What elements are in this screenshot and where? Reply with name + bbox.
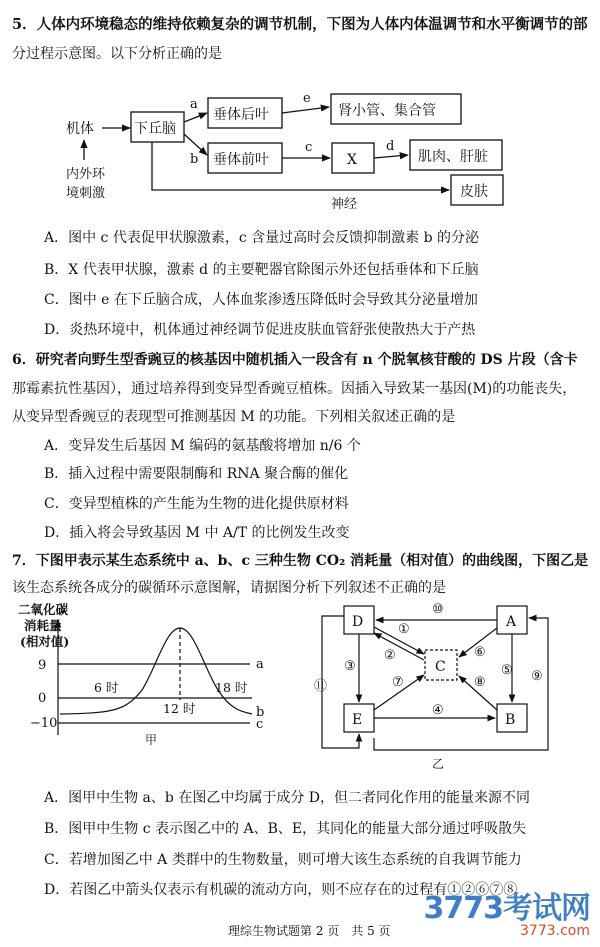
skin-label: 皮肤 <box>460 184 488 200</box>
q6-stem-line2: 那霉素抗性基因），通过培养得到变异型香豌豆植株。因插入导致某一基因(M)的功能丧失， <box>12 381 577 397</box>
tick-0: 0 <box>38 691 47 706</box>
svg-text:⑨: ⑨ <box>531 669 543 684</box>
cycle-caption: 乙 <box>432 757 445 771</box>
q6-option-d: D．插入将会导致基因 M 中 A/T 的比例发生改变 <box>44 525 350 541</box>
svg-text:⑥: ⑥ <box>474 645 486 660</box>
series-c-label: c <box>256 717 264 732</box>
graph-ylabel-3: (相对值) <box>20 634 70 649</box>
time-18: 18 时 <box>215 680 248 695</box>
series-b-label: b <box>256 705 265 720</box>
q5-option-a: A．图中 c 代表促甲状腺激素，c 含量过高时会反馈抑制激素 b 的分泌 <box>44 230 480 246</box>
q6-option-a: A．变异发生后基因 M 编码的氨基酸将增加 n/6 个 <box>44 438 361 454</box>
svg-text:②: ② <box>384 648 396 663</box>
q6-stem-line3: 从变异型香豌豆的表现型可推测基因 M 的功能。下列相关叙述正确的是 <box>12 409 456 425</box>
tick-9: 9 <box>38 658 47 673</box>
kidney-label: 肾小管、集合管 <box>338 103 436 119</box>
svg-text:C: C <box>435 659 446 675</box>
graph-caption: 甲 <box>145 733 158 747</box>
svg-text:③: ③ <box>344 659 356 674</box>
x-label: X <box>347 152 357 168</box>
q5-option-b: B．X 代表甲状腺，激素 d 的主要靶器官除图示外还包括垂体和下丘脑 <box>44 262 479 278</box>
q5-diagram <box>66 91 503 212</box>
svg-text:⑪: ⑪ <box>314 679 328 694</box>
page-footer: 理综生物试题第 2 页 共 5 页 <box>228 924 391 938</box>
svg-text:⑤: ⑤ <box>501 663 513 678</box>
series-b-curve <box>60 628 252 714</box>
label-e: e <box>303 91 311 106</box>
svg-text:①: ① <box>398 622 410 637</box>
q5-stem-line1: 5．人体内环境稳态的维持依赖复杂的调节机制，下图为人体内体温调节和水平衡调节的部 <box>12 16 588 33</box>
label-c: c <box>305 140 313 155</box>
svg-text:⑩: ⑩ <box>432 602 444 617</box>
watermark-logo <box>424 883 591 939</box>
svg-text:④: ④ <box>432 703 444 718</box>
nerve-label: 神经 <box>331 197 358 212</box>
svg-text:E: E <box>352 712 363 728</box>
q7-option-b: B．图甲中生物 c 表示图乙中的 A、B、E，其同化的能量大部分通过呼吸散失 <box>44 821 527 837</box>
label-d: d <box>386 139 395 154</box>
label-b: b <box>190 152 199 167</box>
watermark-small: 3773.com <box>520 923 590 939</box>
q7-graph <box>18 602 264 747</box>
organism-label: 机体 <box>66 121 94 137</box>
q7-option-d: D．若图乙中箭头仅表示有机碳的流动方向，则不应存在的过程有①②⑥⑦⑧ <box>44 882 518 898</box>
q5-stem-line2: 分过程示意图。以下分析正确的是 <box>12 46 222 62</box>
q6-stem-line1: 6．研究者向野生型香豌豆的核基因中随机插入一段含有 n 个脱氧核苷酸的 DS 片段（含卡 <box>12 352 578 368</box>
svg-text:B: B <box>505 712 516 728</box>
svg-text:⑦: ⑦ <box>392 675 404 690</box>
posterior-pituitary-label: 垂体后叶 <box>213 107 269 123</box>
q5-option-d: D．炎热环境中，机体通过神经调节促进皮肤血管舒张使散热大于产热 <box>44 322 476 338</box>
anterior-pituitary-label: 垂体前叶 <box>213 152 269 168</box>
stimulus-label-1: 内外环 <box>66 167 106 182</box>
muscle-liver-label: 肌肉、肝脏 <box>418 149 488 165</box>
graph-ylabel-1: 二氧化碳 <box>18 602 69 617</box>
label-a: a <box>190 97 198 112</box>
q6-option-b: B．插入过程中需要限制酶和 RNA 聚合酶的催化 <box>44 466 349 482</box>
svg-text:D: D <box>352 614 364 630</box>
tick-neg10: −10 <box>30 716 58 731</box>
svg-text:⑧: ⑧ <box>474 675 486 690</box>
time-6: 6 时 <box>94 680 119 695</box>
q6-option-c: C．变异型植株的产生能为生物的进化提供原材料 <box>44 496 349 512</box>
time-12: 12 时 <box>163 701 196 716</box>
q7-option-c: C．若增加图乙中 A 类群中的生物数量，则可增大该生态系统的自我调节能力 <box>44 852 522 868</box>
q7-stem-line2: 该生态系统各成分的碳循环示意图解，请据图分析下列叙述不正确的是 <box>12 580 446 596</box>
svg-text:A: A <box>506 614 517 630</box>
graph-ylabel-2: 消耗量 <box>24 618 62 633</box>
q7-option-a: A．图甲中生物 a、b 在图乙中均属于成分 D，但二者同化作用的能量来源不同 <box>44 790 530 806</box>
hypothalamus-label: 下丘脑 <box>134 121 176 137</box>
series-a-label: a <box>256 657 264 672</box>
stimulus-label-2: 境刺激 <box>66 186 106 201</box>
watermark-big: 3773考试网 <box>423 891 590 926</box>
q7-stem-line1: 7．下图甲表示某生态系统中 a、b、c 三种生物 CO₂ 消耗量（相对值）的曲线图，下图乙是 <box>12 553 589 569</box>
q7-cycle <box>314 602 548 771</box>
q5-option-c: C．图中 e 在下丘脑合成，人体血浆渗透压降低时会导致其分泌量增加 <box>44 292 478 308</box>
